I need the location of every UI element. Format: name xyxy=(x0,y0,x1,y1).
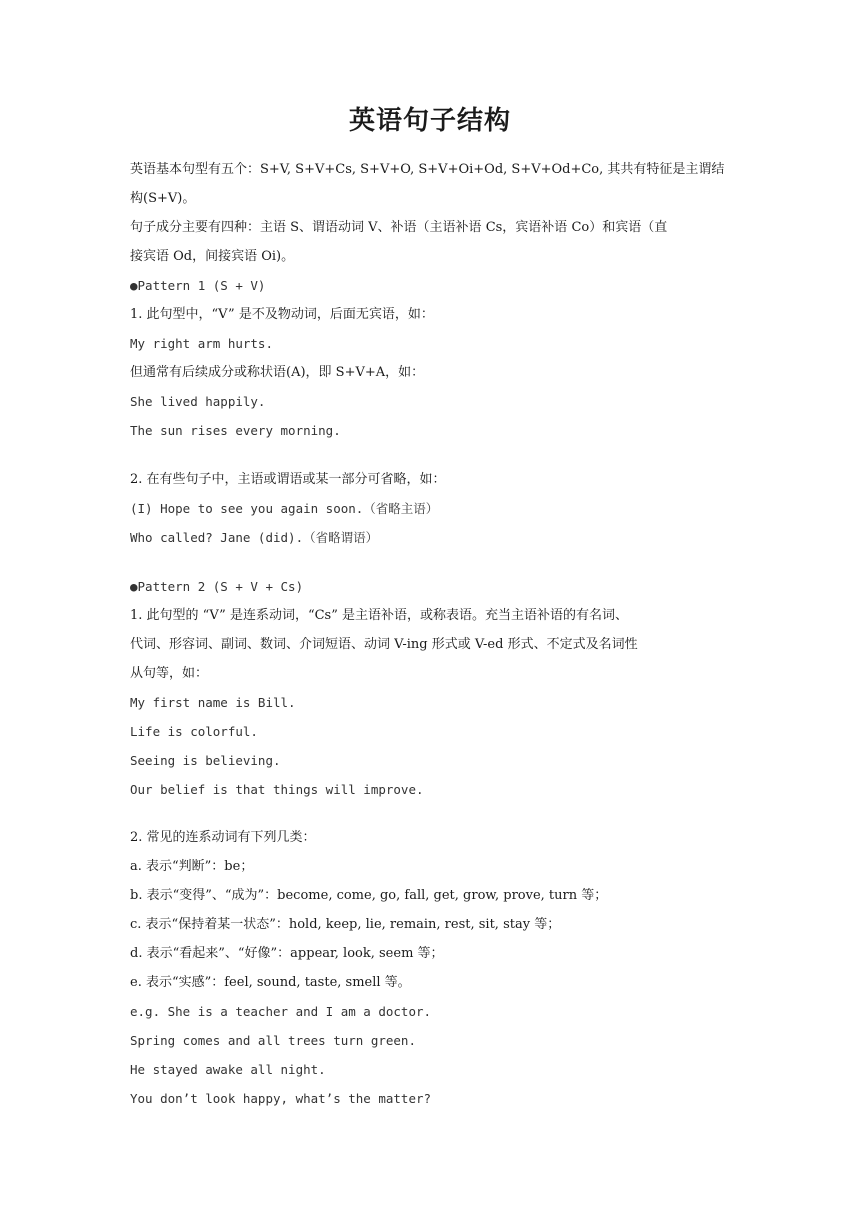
intro-line-4: 接宾语 Od，间接宾语 Oi)。 xyxy=(130,249,295,264)
example-sentence: e.g. She is a teacher and I am a doctor. xyxy=(130,1004,432,1019)
example-sentence: (I) Hope to see you again soon.（省略主语） xyxy=(130,501,439,516)
intro-line-3: 句子成分主要有四种：主语 S、谓语动词 V、补语（主语补语 Cs，宾语补语 Co）和宾语（直 xyxy=(130,220,668,235)
intro-line-1: 英语基本句型有五个：S+V, S+V+Cs, S+V+O, S+V+Oi+Od, S+V+Od+Co, 其共有特征是主谓结 xyxy=(130,162,725,177)
pattern-2-rule-1-cont: 代词、形容词、副词、数词、介词短语、动词 V-ing 形式或 V-ed 形式、不定式及名词性 xyxy=(130,637,638,652)
example-sentence: My first name is Bill. xyxy=(130,695,296,710)
example-sentence: He stayed awake all night. xyxy=(130,1062,326,1077)
pattern-2-rule-1-cont: 从句等，如： xyxy=(130,666,209,681)
linking-verb-type-a: a. 表示“判断”：be； xyxy=(130,859,254,874)
linking-verb-type-c: c. 表示“保持着某一状态”：hold, keep, lie, remain, rest, sit, stay 等； xyxy=(130,917,561,932)
pattern-2-rule-1: 1. 此句型的 “V” 是连系动词，“Cs” 是主语补语，或称表语。充当主语补语的有名词、 xyxy=(130,608,628,623)
intro-line-2: 构(S+V)。 xyxy=(130,191,196,206)
example-sentence: Seeing is believing. xyxy=(130,753,281,768)
pattern-1-heading: ●Pattern 1 (S + V) xyxy=(130,278,266,293)
example-sentence: Who called? Jane (did).（省略谓语） xyxy=(130,530,379,545)
example-sentence: Spring comes and all trees turn green. xyxy=(130,1033,416,1048)
pattern-2-heading: ●Pattern 2 (S + V + Cs) xyxy=(130,579,304,594)
example-sentence: Our belief is that things will improve. xyxy=(130,782,424,797)
example-sentence: My right arm hurts. xyxy=(130,336,273,351)
pattern-1-rule-2: 2. 在有些句子中，主语或谓语或某一部分可省略，如： xyxy=(130,472,446,487)
pattern-1-rule-1: 1. 此句型中，“V” 是不及物动词，后面无宾语，如： xyxy=(130,307,434,322)
pattern-2-rule-2: 2. 常见的连系动词有下列几类： xyxy=(130,830,316,845)
example-sentence: She lived happily. xyxy=(130,394,266,409)
linking-verb-type-b: b. 表示“变得”、“成为”：become, come, go, fall, get, grow, prove, turn 等； xyxy=(130,888,608,903)
pattern-1-rule-1-note: 但通常有后续成分或称状语(A)，即 S+V+A，如： xyxy=(130,365,425,380)
page-title: 英语句子结构 xyxy=(348,106,511,136)
example-sentence: You don’t look happy, what’s the matter? xyxy=(130,1091,432,1106)
linking-verb-type-e: e. 表示“实感”：feel, sound, taste, smell 等。 xyxy=(130,975,411,990)
example-sentence: Life is colorful. xyxy=(130,724,258,739)
example-sentence: The sun rises every morning. xyxy=(130,423,341,438)
linking-verb-type-d: d. 表示“看起来”、“好像”：appear, look, seem 等； xyxy=(130,946,444,961)
